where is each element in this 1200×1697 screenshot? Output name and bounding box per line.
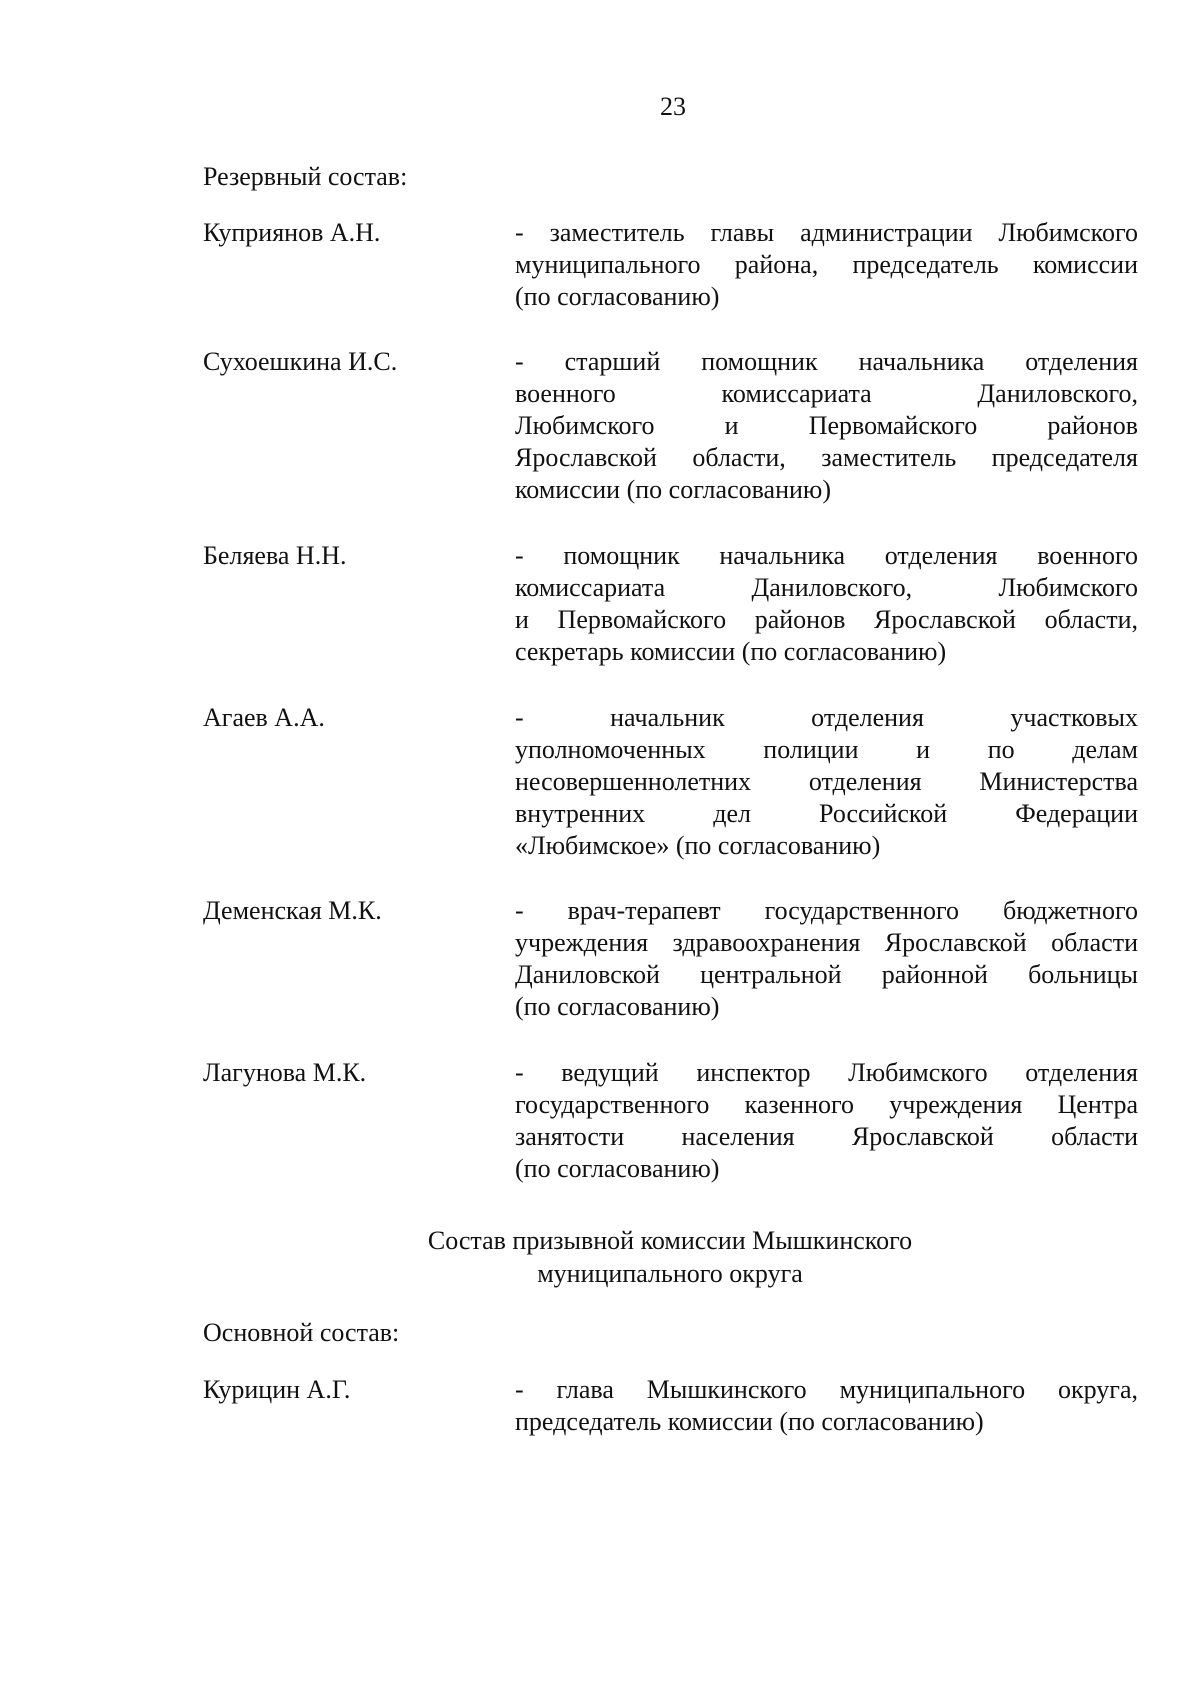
member-role (515, 346, 1138, 506)
member-role (515, 895, 1138, 1023)
member-name: Деменская М.К. (203, 896, 382, 925)
member-name: Лагунова М.К. (203, 1058, 367, 1087)
heading-line: муниципального округа (537, 1259, 803, 1288)
reserve-section-label: Резервный состав: (203, 162, 408, 191)
role-line: - врач-терапевт государственного бюджетного (515, 896, 1138, 925)
role-line: несовершеннолетних отделения Министерства (515, 767, 1138, 796)
member-role (515, 540, 1138, 668)
role-line: (по согласованию) (515, 282, 720, 311)
role-line: и Первомайского районов Ярославской области, (515, 605, 1138, 634)
role-line: занятости населения Ярославской области (515, 1122, 1138, 1151)
role-line: учреждения здравоохранения Ярославской области (515, 928, 1138, 957)
member-name: Сухоешкина И.С. (203, 347, 398, 376)
role-line: комиссариата Даниловского, Любимского (515, 573, 1138, 602)
role-line: - глава Мышкинского муниципального округа, (515, 1375, 1138, 1404)
member-role (515, 702, 1138, 862)
role-line: комиссии (по согласованию) (515, 475, 831, 504)
role-line: внутренних дел Российской Федерации (515, 799, 1138, 828)
role-line: секретарь комиссии (по согласованию) (515, 637, 947, 666)
role-line: муниципального района, председатель комиссии (515, 250, 1138, 279)
role-line: - заместитель главы администрации Любимского (515, 218, 1138, 247)
role-line: - ведущий инспектор Любимского отделения (515, 1058, 1138, 1087)
role-line: государственного казенного учреждения Центра (515, 1090, 1138, 1119)
role-line: (по согласованию) (515, 1154, 720, 1183)
member-name: Агаев А.А. (203, 703, 325, 732)
page-number: 23 (660, 92, 686, 121)
commission-heading (70, 1224, 1200, 1290)
member-name: Куприянов А.Н. (203, 218, 381, 247)
role-line: Даниловской центральной районной больницы (515, 960, 1138, 989)
heading-line: Состав призывной комиссии Мышкинского (427, 1226, 913, 1255)
role-line: «Любимское» (по согласованию) (515, 831, 881, 860)
role-line: Любимского и Первомайского районов (515, 411, 1138, 440)
role-line: - начальник отделения участковых (515, 703, 1138, 732)
main-section-label: Основной состав: (203, 1318, 400, 1347)
role-line: военного комиссариата Даниловского, (515, 379, 1138, 408)
member-role (515, 1057, 1138, 1185)
member-role (515, 217, 1138, 313)
member-role (515, 1374, 1138, 1438)
role-line: (по согласованию) (515, 992, 720, 1021)
role-line: председатель комиссии (по согласованию) (515, 1407, 984, 1436)
role-line: Ярославской области, заместитель председателя (515, 443, 1138, 472)
role-line: - старший помощник начальника отделения (515, 347, 1138, 376)
member-name: Курицин А.Г. (203, 1375, 351, 1404)
role-line: уполномоченных полиции и по делам (515, 735, 1138, 764)
member-name: Беляева Н.Н. (203, 541, 347, 570)
role-line: - помощник начальника отделения военного (515, 541, 1138, 570)
